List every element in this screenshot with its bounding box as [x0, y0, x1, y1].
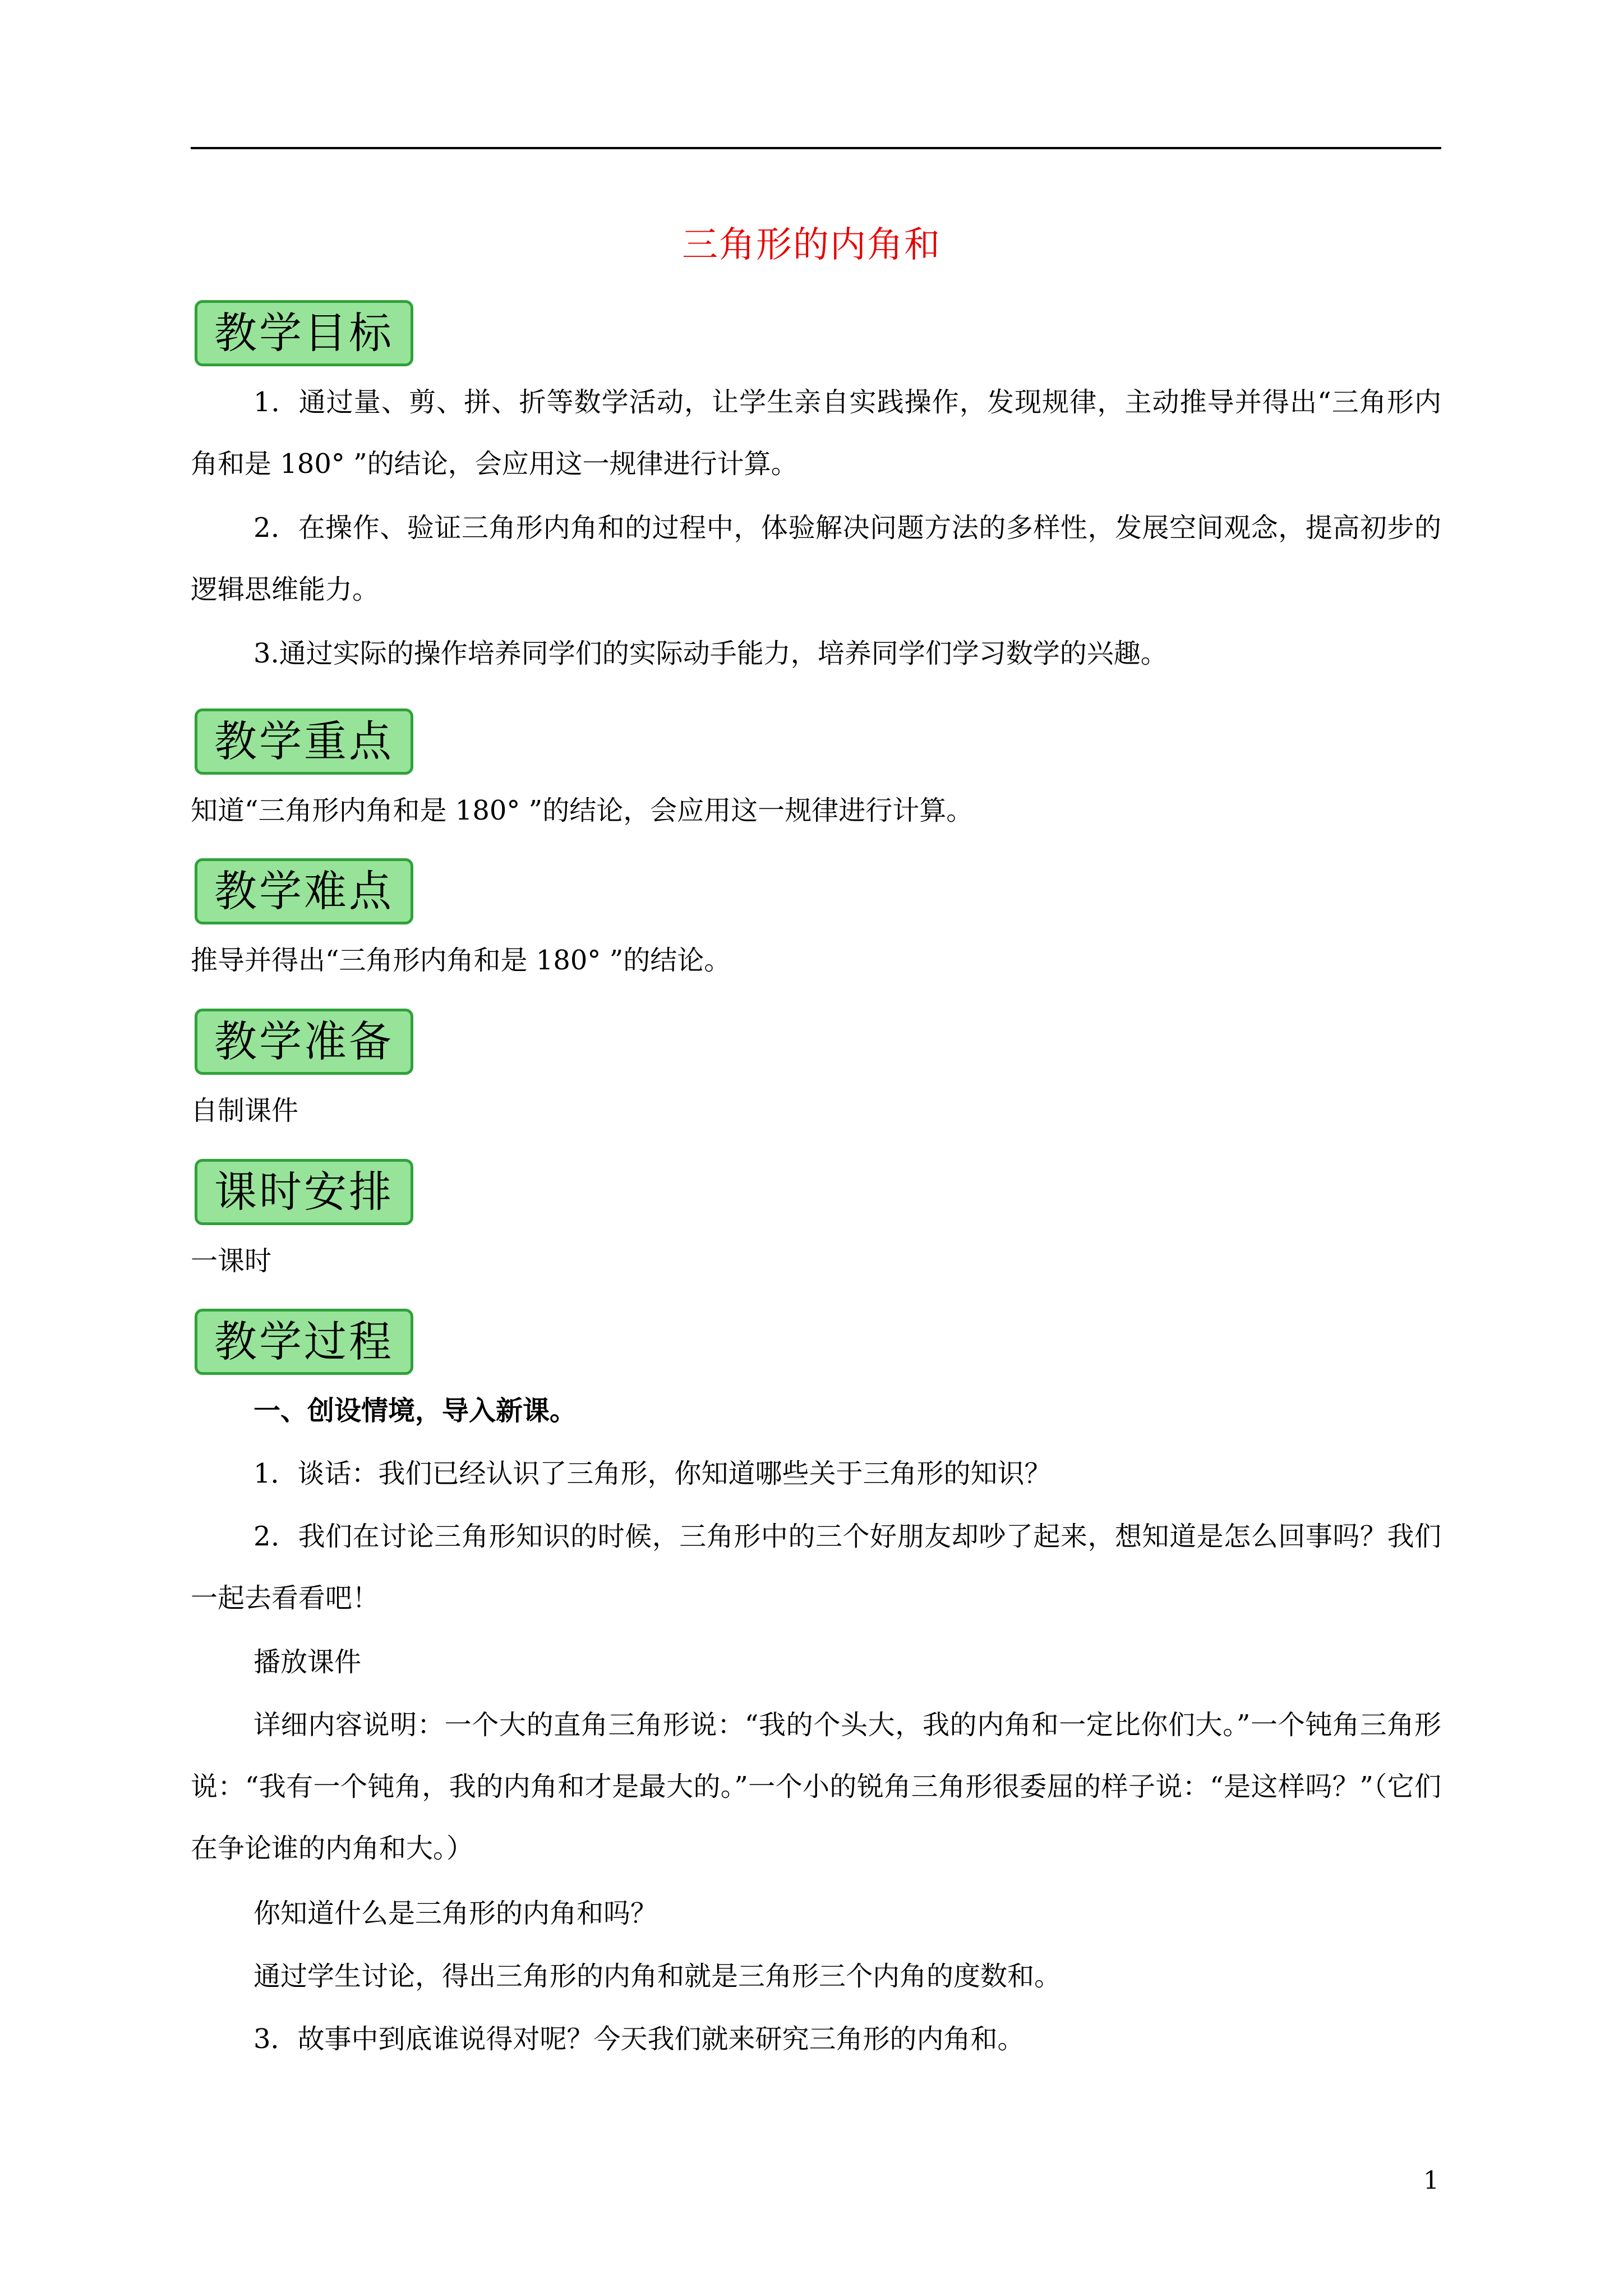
section-heading-key-points: 教学重点: [195, 708, 413, 775]
difficulties-text: 推导并得出“三角形内角和是 180° ”的结论。: [191, 945, 731, 976]
section-heading-preparation: 教学准备: [195, 1009, 413, 1075]
process-paragraph: 2．我们在讨论三角形知识的时候，三角形中的三个好朋友却吵了起来，想知道是怎么回事吗？我们一起去看看吧！: [191, 1521, 1441, 1614]
process-paragraph: 播放课件: [253, 1646, 362, 1678]
goal-item-3: 3.通过实际的操作培养同学们的实际动手能力，培养同学们学习数学的兴趣。: [253, 638, 1168, 669]
goal-item-1: 1．通过量、剪、拼、折等数学活动，让学生亲自实践操作，发现规律，主动推导并得出“三角形内角和是 180° ”的结论，会应用这一规律进行计算。: [191, 386, 1441, 480]
header-rule: [191, 147, 1441, 149]
preparation-text: 自制课件: [191, 1095, 299, 1126]
process-paragraph: 1．谈话：我们已经认识了三角形，你知道哪些关于三角形的知识？: [253, 1458, 1052, 1489]
section-heading-process: 教学过程: [195, 1309, 413, 1375]
section-heading-goals: 教学目标: [195, 300, 413, 366]
process-paragraph: 你知道什么是三角形的内角和吗？: [253, 1898, 658, 1929]
section-heading-difficulties: 教学难点: [195, 858, 413, 924]
page-title: 三角形的内角和: [682, 224, 941, 266]
section-heading-schedule: 课时安排: [195, 1159, 413, 1225]
process-subheading: 一、创设情境，导入新课。: [253, 1395, 577, 1427]
key-points-text: 知道“三角形内角和是 180° ”的结论，会应用这一规律进行计算。: [191, 795, 974, 826]
process-paragraph: 3．故事中到底谁说得对呢？今天我们就来研究三角形的内角和。: [253, 2023, 1025, 2055]
page-number: 1: [1423, 2166, 1439, 2195]
goal-item-2: 2．在操作、验证三角形内角和的过程中，体验解决问题方法的多样性，发展空间观念，提高初步的逻辑思维能力。: [191, 512, 1441, 605]
process-paragraph: 详细内容说明：一个大的直角三角形说：“我的个头大，我的内角和一定比你们大。”一个钝角三角形说：“我有一个钝角，我的内角和才是最大的。”一个小的锐角三角形很委屈的样子说：“是这样吗？”（它们在争论谁的内角和大。）: [191, 1709, 1441, 1864]
process-paragraph: 通过学生讨论，得出三角形的内角和就是三角形三个内角的度数和。: [253, 1961, 1062, 1992]
schedule-text: 一课时: [191, 1245, 272, 1277]
